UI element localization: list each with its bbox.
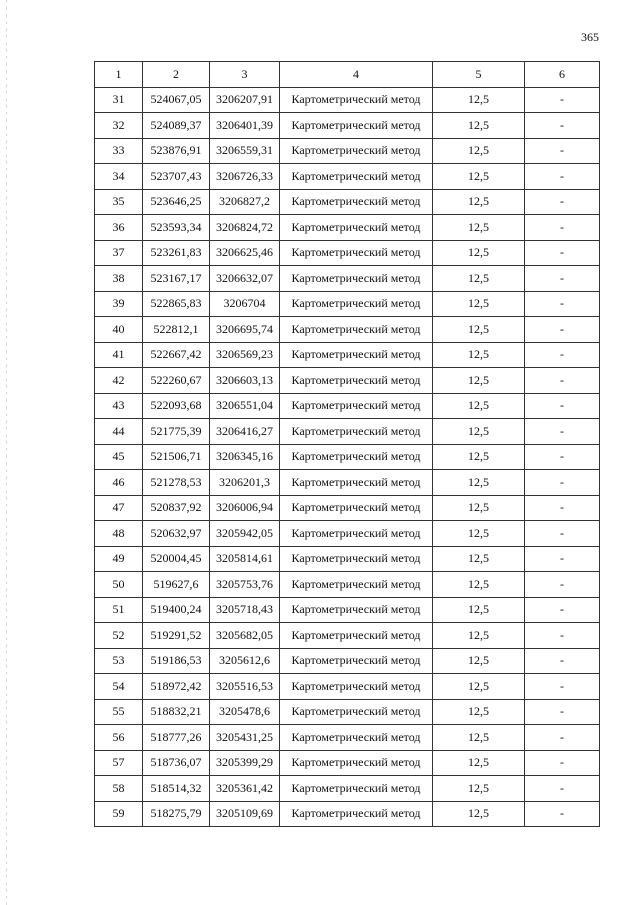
- x-coordinate-cell: 524067,05: [143, 87, 210, 113]
- description-cell: -: [525, 546, 600, 572]
- accuracy-cell: 12,5: [433, 113, 525, 139]
- description-cell: -: [525, 240, 600, 266]
- y-coordinate-cell: 3206551,04: [210, 393, 280, 419]
- point-number-cell: 47: [95, 495, 143, 521]
- x-coordinate-cell: 520004,45: [143, 546, 210, 572]
- x-coordinate-cell: 520632,97: [143, 521, 210, 547]
- point-number-cell: 54: [95, 674, 143, 700]
- y-coordinate-cell: 3205942,05: [210, 521, 280, 547]
- x-coordinate-cell: 523646,25: [143, 189, 210, 215]
- accuracy-cell: 12,5: [433, 444, 525, 470]
- point-number-cell: 40: [95, 317, 143, 343]
- table-row: [95, 699, 600, 725]
- method-cell: Картометрический метод: [280, 444, 433, 470]
- point-number-cell: 57: [95, 750, 143, 776]
- y-coordinate-cell: 3206569,23: [210, 342, 280, 368]
- y-coordinate-cell: 3205478,6: [210, 699, 280, 725]
- description-cell: -: [525, 215, 600, 241]
- accuracy-cell: 12,5: [433, 725, 525, 751]
- point-number-cell: 43: [95, 393, 143, 419]
- point-number-cell: 56: [95, 725, 143, 751]
- y-coordinate-cell: 3206726,33: [210, 164, 280, 190]
- description-cell: -: [525, 342, 600, 368]
- description-cell: -: [525, 164, 600, 190]
- method-cell: Картометрический метод: [280, 113, 433, 139]
- point-number-cell: 44: [95, 419, 143, 445]
- table-row: [95, 776, 600, 802]
- accuracy-cell: 12,5: [433, 342, 525, 368]
- method-cell: Картометрический метод: [280, 674, 433, 700]
- point-number-cell: 52: [95, 623, 143, 649]
- method-cell: Картометрический метод: [280, 291, 433, 317]
- description-cell: -: [525, 317, 600, 343]
- table-body: [95, 87, 600, 827]
- y-coordinate-cell: 3206824,72: [210, 215, 280, 241]
- description-cell: -: [525, 393, 600, 419]
- method-cell: Картометрический метод: [280, 419, 433, 445]
- accuracy-cell: 12,5: [433, 674, 525, 700]
- table-row: [95, 750, 600, 776]
- table-row: [95, 623, 600, 649]
- accuracy-cell: 12,5: [433, 317, 525, 343]
- table-row: [95, 546, 600, 572]
- point-number-cell: 55: [95, 699, 143, 725]
- point-number-cell: 53: [95, 648, 143, 674]
- description-cell: -: [525, 597, 600, 623]
- description-cell: -: [525, 572, 600, 598]
- accuracy-cell: 12,5: [433, 164, 525, 190]
- point-number-cell: 31: [95, 87, 143, 113]
- table-row: [95, 801, 600, 827]
- accuracy-cell: 12,5: [433, 597, 525, 623]
- point-number-cell: 48: [95, 521, 143, 547]
- method-cell: Картометрический метод: [280, 342, 433, 368]
- accuracy-cell: 12,5: [433, 393, 525, 419]
- table-row: [95, 648, 600, 674]
- table-row: [95, 215, 600, 241]
- column-header: 4: [280, 62, 433, 88]
- table-row: [95, 368, 600, 394]
- point-number-cell: 46: [95, 470, 143, 496]
- point-number-cell: 32: [95, 113, 143, 139]
- table-row: [95, 138, 600, 164]
- method-cell: Картометрический метод: [280, 87, 433, 113]
- description-cell: -: [525, 648, 600, 674]
- page-number: 365: [581, 30, 599, 44]
- y-coordinate-cell: 3205612,6: [210, 648, 280, 674]
- y-coordinate-cell: 3206695,74: [210, 317, 280, 343]
- description-cell: -: [525, 113, 600, 139]
- x-coordinate-cell: 521775,39: [143, 419, 210, 445]
- method-cell: Картометрический метод: [280, 725, 433, 751]
- description-cell: -: [525, 368, 600, 394]
- x-coordinate-cell: 518275,79: [143, 801, 210, 827]
- table-row: [95, 495, 600, 521]
- method-cell: Картометрический метод: [280, 240, 433, 266]
- description-cell: -: [525, 470, 600, 496]
- description-cell: -: [525, 266, 600, 292]
- method-cell: Картометрический метод: [280, 368, 433, 394]
- description-cell: -: [525, 725, 600, 751]
- coordinates-table: [94, 61, 600, 827]
- point-number-cell: 38: [95, 266, 143, 292]
- description-cell: -: [525, 623, 600, 649]
- accuracy-cell: 12,5: [433, 470, 525, 496]
- description-cell: -: [525, 750, 600, 776]
- table-row: [95, 444, 600, 470]
- method-cell: Картометрический метод: [280, 597, 433, 623]
- y-coordinate-cell: 3205431,25: [210, 725, 280, 751]
- x-coordinate-cell: 522812,1: [143, 317, 210, 343]
- table-row: [95, 164, 600, 190]
- x-coordinate-cell: 521278,53: [143, 470, 210, 496]
- x-coordinate-cell: 519400,24: [143, 597, 210, 623]
- method-cell: Картометрический метод: [280, 317, 433, 343]
- method-cell: Картометрический метод: [280, 750, 433, 776]
- table-row: [95, 597, 600, 623]
- x-coordinate-cell: 518514,32: [143, 776, 210, 802]
- x-coordinate-cell: 520837,92: [143, 495, 210, 521]
- accuracy-cell: 12,5: [433, 189, 525, 215]
- x-coordinate-cell: 518736,07: [143, 750, 210, 776]
- x-coordinate-cell: 519291,52: [143, 623, 210, 649]
- column-header: 5: [433, 62, 525, 88]
- table-row: [95, 317, 600, 343]
- point-number-cell: 42: [95, 368, 143, 394]
- x-coordinate-cell: 518777,26: [143, 725, 210, 751]
- description-cell: -: [525, 87, 600, 113]
- y-coordinate-cell: 3205718,43: [210, 597, 280, 623]
- accuracy-cell: 12,5: [433, 419, 525, 445]
- accuracy-cell: 12,5: [433, 776, 525, 802]
- x-coordinate-cell: 522667,42: [143, 342, 210, 368]
- point-number-cell: 34: [95, 164, 143, 190]
- accuracy-cell: 12,5: [433, 521, 525, 547]
- x-coordinate-cell: 521506,71: [143, 444, 210, 470]
- y-coordinate-cell: 3205814,61: [210, 546, 280, 572]
- method-cell: Картометрический метод: [280, 266, 433, 292]
- description-cell: -: [525, 138, 600, 164]
- method-cell: Картометрический метод: [280, 470, 433, 496]
- accuracy-cell: 12,5: [433, 801, 525, 827]
- point-number-cell: 39: [95, 291, 143, 317]
- table-row: [95, 470, 600, 496]
- description-cell: -: [525, 495, 600, 521]
- x-coordinate-cell: 523876,91: [143, 138, 210, 164]
- method-cell: Картометрический метод: [280, 801, 433, 827]
- table-row: [95, 419, 600, 445]
- accuracy-cell: 12,5: [433, 266, 525, 292]
- point-number-cell: 51: [95, 597, 143, 623]
- y-coordinate-cell: 3206625,46: [210, 240, 280, 266]
- x-coordinate-cell: 524089,37: [143, 113, 210, 139]
- description-cell: -: [525, 419, 600, 445]
- table-row: [95, 266, 600, 292]
- y-coordinate-cell: 3205109,69: [210, 801, 280, 827]
- point-number-cell: 58: [95, 776, 143, 802]
- y-coordinate-cell: 3206006,94: [210, 495, 280, 521]
- column-header: 3: [210, 62, 280, 88]
- x-coordinate-cell: 522093,68: [143, 393, 210, 419]
- table-row: [95, 189, 600, 215]
- y-coordinate-cell: 3205516,53: [210, 674, 280, 700]
- y-coordinate-cell: 3206401,39: [210, 113, 280, 139]
- accuracy-cell: 12,5: [433, 291, 525, 317]
- accuracy-cell: 12,5: [433, 215, 525, 241]
- y-coordinate-cell: 3206559,31: [210, 138, 280, 164]
- x-coordinate-cell: 523707,43: [143, 164, 210, 190]
- y-coordinate-cell: 3205753,76: [210, 572, 280, 598]
- method-cell: Картометрический метод: [280, 648, 433, 674]
- method-cell: Картометрический метод: [280, 215, 433, 241]
- method-cell: Картометрический метод: [280, 164, 433, 190]
- method-cell: Картометрический метод: [280, 699, 433, 725]
- point-number-cell: 41: [95, 342, 143, 368]
- table-row: [95, 674, 600, 700]
- method-cell: Картометрический метод: [280, 189, 433, 215]
- accuracy-cell: 12,5: [433, 368, 525, 394]
- x-coordinate-cell: 522260,67: [143, 368, 210, 394]
- table-row: [95, 342, 600, 368]
- y-coordinate-cell: 3206201,3: [210, 470, 280, 496]
- method-cell: Картометрический метод: [280, 495, 433, 521]
- method-cell: Картометрический метод: [280, 138, 433, 164]
- column-header: 1: [95, 62, 143, 88]
- accuracy-cell: 12,5: [433, 623, 525, 649]
- accuracy-cell: 12,5: [433, 240, 525, 266]
- column-header: 2: [143, 62, 210, 88]
- column-header: 6: [525, 62, 600, 88]
- method-cell: Картометрический метод: [280, 776, 433, 802]
- accuracy-cell: 12,5: [433, 138, 525, 164]
- x-coordinate-cell: 523593,34: [143, 215, 210, 241]
- accuracy-cell: 12,5: [433, 87, 525, 113]
- y-coordinate-cell: 3205682,05: [210, 623, 280, 649]
- method-cell: Картометрический метод: [280, 521, 433, 547]
- description-cell: -: [525, 521, 600, 547]
- y-coordinate-cell: 3205361,42: [210, 776, 280, 802]
- method-cell: Картометрический метод: [280, 393, 433, 419]
- y-coordinate-cell: 3206416,27: [210, 419, 280, 445]
- x-coordinate-cell: 519627,6: [143, 572, 210, 598]
- table-row: [95, 240, 600, 266]
- y-coordinate-cell: 3206207,91: [210, 87, 280, 113]
- table-row: [95, 87, 600, 113]
- description-cell: -: [525, 291, 600, 317]
- table-header-row: [95, 62, 600, 88]
- table-row: [95, 521, 600, 547]
- point-number-cell: 50: [95, 572, 143, 598]
- accuracy-cell: 12,5: [433, 648, 525, 674]
- x-coordinate-cell: 523261,83: [143, 240, 210, 266]
- x-coordinate-cell: 522865,83: [143, 291, 210, 317]
- y-coordinate-cell: 3205399,29: [210, 750, 280, 776]
- accuracy-cell: 12,5: [433, 699, 525, 725]
- point-number-cell: 49: [95, 546, 143, 572]
- point-number-cell: 59: [95, 801, 143, 827]
- table-row: [95, 725, 600, 751]
- table-row: [95, 572, 600, 598]
- description-cell: -: [525, 699, 600, 725]
- point-number-cell: 37: [95, 240, 143, 266]
- method-cell: Картометрический метод: [280, 623, 433, 649]
- accuracy-cell: 12,5: [433, 572, 525, 598]
- x-coordinate-cell: 523167,17: [143, 266, 210, 292]
- accuracy-cell: 12,5: [433, 495, 525, 521]
- x-coordinate-cell: 519186,53: [143, 648, 210, 674]
- table-row: [95, 291, 600, 317]
- y-coordinate-cell: 3206632,07: [210, 266, 280, 292]
- point-number-cell: 35: [95, 189, 143, 215]
- x-coordinate-cell: 518972,42: [143, 674, 210, 700]
- point-number-cell: 45: [95, 444, 143, 470]
- y-coordinate-cell: 3206827,2: [210, 189, 280, 215]
- accuracy-cell: 12,5: [433, 750, 525, 776]
- method-cell: Картометрический метод: [280, 546, 433, 572]
- y-coordinate-cell: 3206603,13: [210, 368, 280, 394]
- scan-margin-line: [6, 0, 7, 905]
- description-cell: -: [525, 674, 600, 700]
- table-row: [95, 393, 600, 419]
- point-number-cell: 33: [95, 138, 143, 164]
- description-cell: -: [525, 444, 600, 470]
- point-number-cell: 36: [95, 215, 143, 241]
- description-cell: -: [525, 776, 600, 802]
- y-coordinate-cell: 3206345,16: [210, 444, 280, 470]
- description-cell: -: [525, 801, 600, 827]
- x-coordinate-cell: 518832,21: [143, 699, 210, 725]
- table-row: [95, 113, 600, 139]
- method-cell: Картометрический метод: [280, 572, 433, 598]
- description-cell: -: [525, 189, 600, 215]
- y-coordinate-cell: 3206704: [210, 291, 280, 317]
- accuracy-cell: 12,5: [433, 546, 525, 572]
